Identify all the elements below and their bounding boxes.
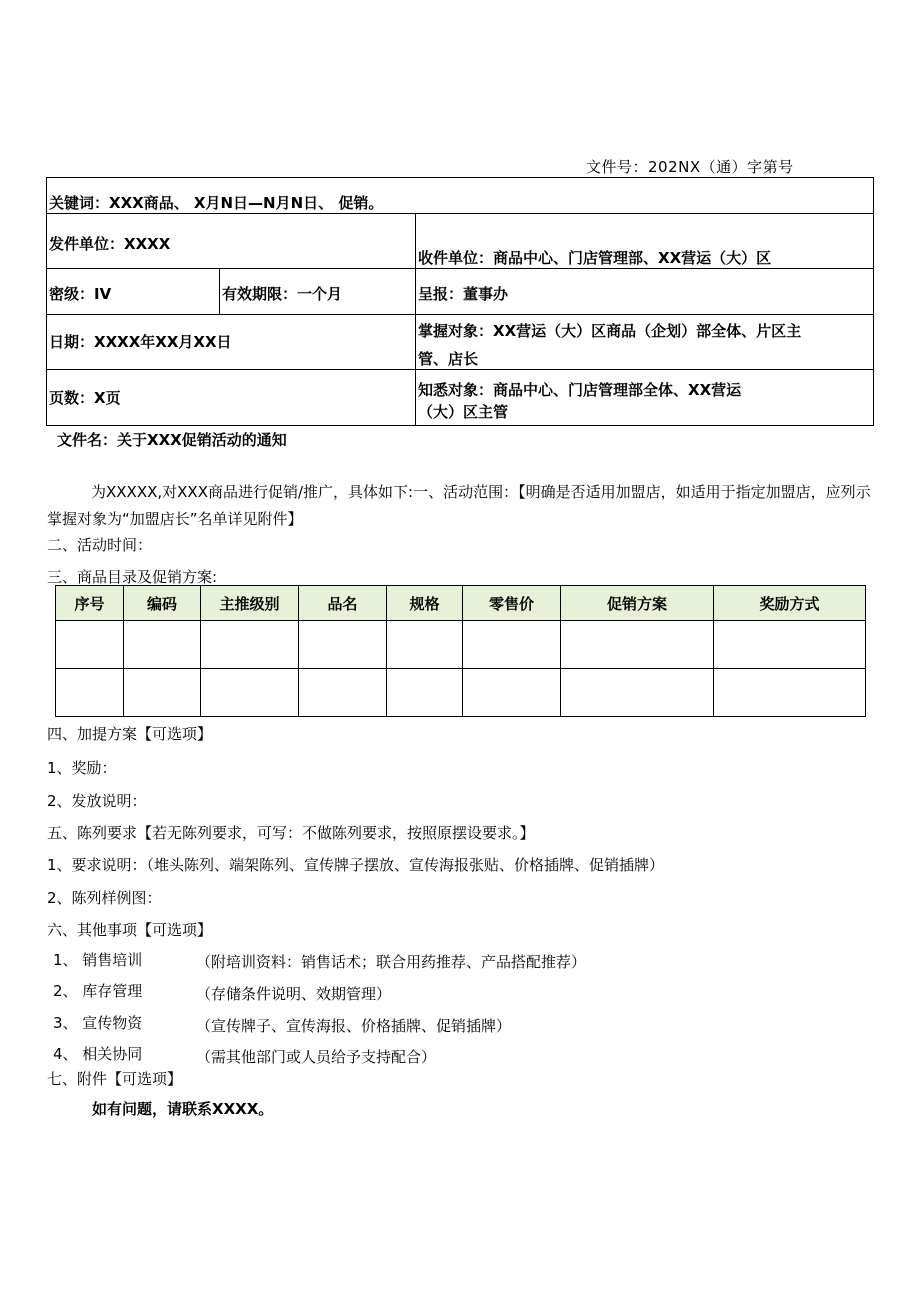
receiver-cell: 收件单位：商品中心、门店管理部、XX营运（大）区: [418, 249, 772, 267]
section-4-heading: 四、加提方案【可选项】: [47, 725, 213, 743]
col-header: 规格: [387, 586, 463, 621]
table-row: [56, 669, 866, 717]
table-cell: [299, 669, 387, 717]
section-5-item-1: 1、要求说明：（堆头陈列、端架陈列、宣传牌子摆放、宣传海报张贴、价格插牌、促销插牌）: [47, 856, 665, 874]
pages-cell: 页数：X页: [49, 389, 121, 407]
table-cell: [299, 621, 387, 669]
table-row: [56, 621, 866, 669]
other-item-label: 1、 销售培训: [53, 951, 143, 969]
table-cell: [56, 621, 124, 669]
aware-cell-line2: （大）区主管: [418, 403, 509, 421]
table-cell: [124, 669, 201, 717]
table-header-row: [56, 586, 866, 621]
table-cell: [714, 621, 866, 669]
table-cell: [201, 621, 299, 669]
section-6-heading: 六、其他事项【可选项】: [47, 921, 213, 939]
other-item-label: 2、 库存管理: [53, 982, 143, 1000]
table-cell: [463, 669, 561, 717]
col-header: 编码: [124, 586, 201, 621]
section-5-heading: 五、陈列要求【若无陈列要求，可写：不做陈列要求，按照原摆设要求。】: [47, 824, 535, 842]
col-header: 促销方案: [561, 586, 714, 621]
table-cell: [387, 669, 463, 717]
header-table: [46, 177, 874, 426]
table-cell: [714, 669, 866, 717]
validity-cell: 有效期限：一个月: [222, 285, 343, 303]
table-cell: [561, 669, 714, 717]
grasp-cell-line2: 管、店长: [418, 350, 479, 368]
sender-cell: 发件单位：XXXX: [49, 235, 171, 253]
section-5-item-2: 2、陈列样例图：: [47, 889, 162, 907]
col-header: 品名: [299, 586, 387, 621]
file-name: 文件名：关于XXX促销活动的通知: [57, 431, 287, 449]
col-header: 零售价: [463, 586, 561, 621]
grasp-cell-line1: 掌握对象：XX营运（大）区商品（企划）部全体、片区主: [418, 322, 802, 340]
other-item-label: 3、 宣传物资: [53, 1014, 143, 1032]
document-number: 文件号：202NX（通）字第号: [586, 158, 794, 176]
table-cell: [387, 621, 463, 669]
report-to-cell: 呈报：董事办: [418, 285, 509, 303]
other-item-label: 4、 相关协同: [53, 1045, 143, 1063]
section-7-heading: 七、附件【可选项】: [47, 1070, 183, 1088]
keywords-cell: 关键词：XXX商品、 X月N日—N月N日、 促销。: [49, 194, 384, 212]
table-cell: [561, 621, 714, 669]
table-cell: [124, 621, 201, 669]
col-header: 主推级别: [201, 586, 299, 621]
other-item-desc: （宣传牌子、宣传海报、价格插牌、促销插牌）: [196, 1017, 512, 1035]
col-header: 序号: [56, 586, 124, 621]
other-item-desc: （附培训资料：销售话术；联合用药推荐、产品搭配推荐）: [196, 953, 587, 971]
table-cell: [201, 669, 299, 717]
intro-paragraph: 为XXXXX,对XXX商品进行促销/推广，具体如下:一、活动范围：【明确是否适用加盟店，如适用于指定加盟店，应列示掌握对象为“加盟店长”名单详见附件】: [47, 483, 871, 528]
section-4-item-1: 1、奖励：: [47, 759, 117, 777]
other-item-desc: （需其他部门或人员给予支持配合）: [196, 1048, 437, 1066]
col-header: 奖励方式: [714, 586, 866, 621]
product-table: [55, 585, 866, 717]
section-2-heading: 二、活动时间：: [47, 536, 153, 554]
section-3-heading: 三、商品目录及促销方案:: [47, 568, 218, 586]
secret-level-cell: 密级：IV: [49, 285, 112, 303]
aware-cell-line1: 知悉对象：商品中心、门店管理部全体、XX营运: [418, 381, 742, 399]
date-cell: 日期：XXXX年XX月XX日: [49, 333, 232, 351]
other-item-desc: （存储条件说明、效期管理）: [196, 985, 392, 1003]
section-4-item-2: 2、发放说明：: [47, 792, 147, 810]
table-cell: [56, 669, 124, 717]
contact-line: 如有问题，请联系XXXX。: [92, 1100, 274, 1118]
table-cell: [463, 621, 561, 669]
